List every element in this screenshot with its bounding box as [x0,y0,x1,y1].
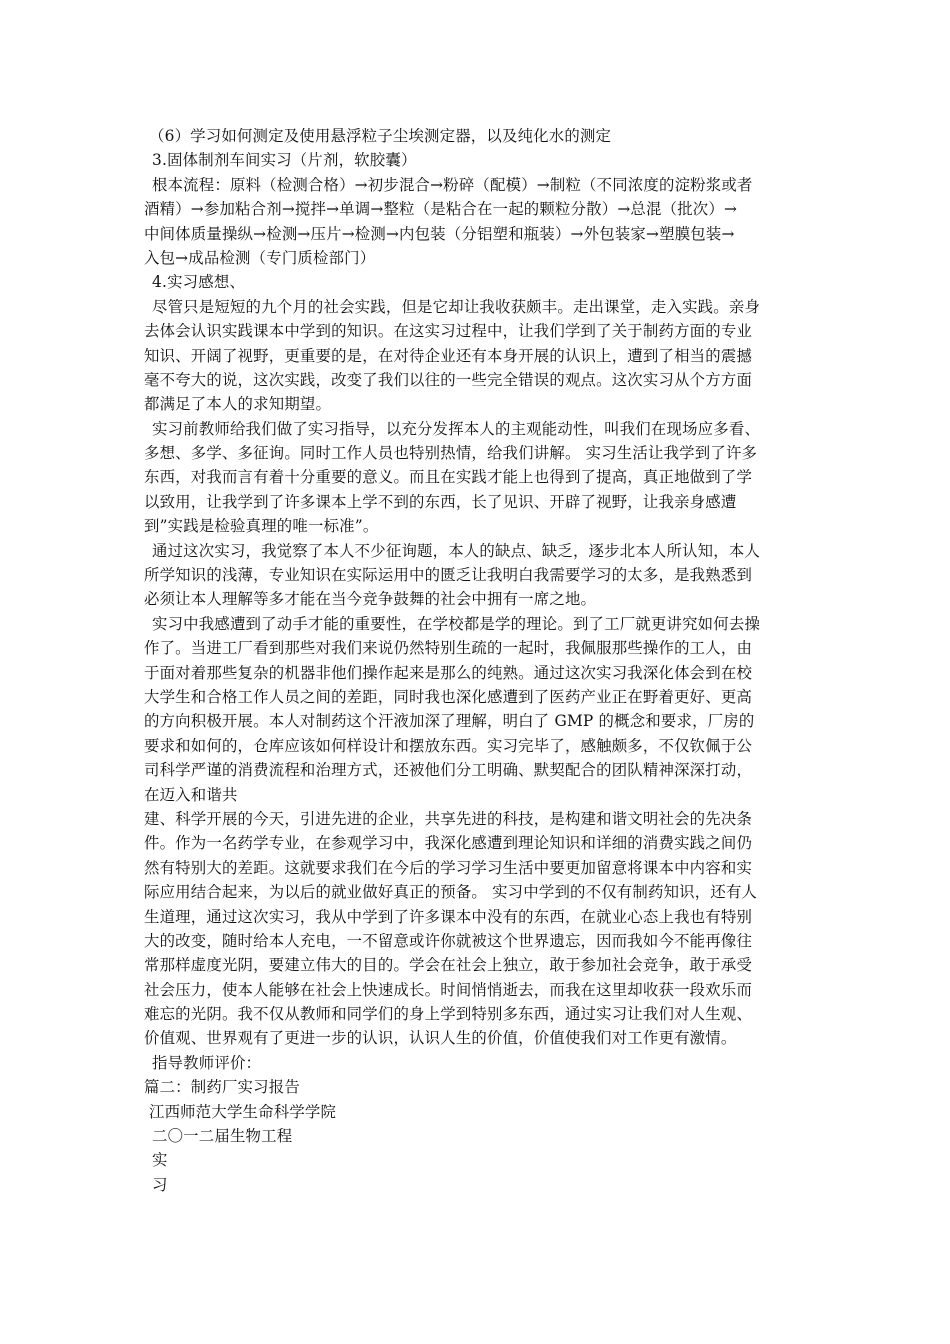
text-line: 根本流程：原料（检测合格）→初步混合→粉碎（配模）→制粒（不同浓度的淀粉浆或者 [152,175,753,194]
text-line: 必须让本人理解等多才能在当今竞争鼓舞的社会中拥有一席之地。 [144,590,597,609]
text-line: 际应用结合起来，为以后的就业做好真正的预备。 实习中学到的不仅有制药知识，还有人 [144,883,758,902]
text-line: 件。作为一名药学专业，在参观学习中，我深化感遭到理论知识和详细的消费实践之间仍 [144,834,753,853]
text-line: （6）学习如何测定及使用悬浮粒子尘埃测定器，以及纯化水的测定 [149,127,612,145]
text-line: 毫不夸大的说，这次实践，改变了我们以往的一些完全错误的观点。这次实习从个方方面 [144,370,753,389]
text-line: 尽管只是短短的九个月的社会实践，但是它却让我收获颇丰。走出课堂，走入实践。亲身 [152,297,761,316]
text-line: 实习中我感遭到了动手才能的重要性，在学校都是学的理论。到了工厂就更讲究如何去操 [152,614,761,633]
text-line: 去体会认识实践课本中学到的知识。在这实习过程中，让我们学到了关于制药方面的专业 [144,322,753,341]
text-line: 司科学严谨的消费流程和治理方式，还被他们分工明确、默契配合的团队精神深深打动， [144,761,753,780]
text-line: 难忘的光阴。我不仅从教师和同学们的身上学到特别多东西，通过实习让我们对人生观、 [144,1005,753,1024]
text-line: 大学生和合格工作人员之间的差距，同时我也深化感遭到了医药产业正在野着更好、更高 [144,687,753,706]
text-line: 价值观、世界观有了更进一步的认识，认识人生的价值，价值使我们对工作更有激情。 [144,1029,737,1048]
text-line: 4.实习感想、 [152,273,246,292]
text-line: 东西，对我而言有着十分重要的意义。而且在实践才能上也得到了提高，真正地做到了学 [144,468,753,487]
text-line: 入包→成品检测（专门质检部门） [144,248,376,267]
text-line: 江西师范大学生命科学学院 [149,1102,337,1121]
text-line: 指导教师评价： [152,1053,262,1072]
text-line: 大的改变，随时给本人充电，一不留意或许你就被这个世界遗忘，因而我如今不能再像往 [144,931,753,950]
text-line: 习 [152,1175,168,1194]
text-line: 然有特别大的差距。这就要求我们在今后的学习学习生活中要更加留意将课本中内容和实 [144,858,753,877]
text-line: 常那样虚度光阴，要建立伟大的目的。学会在社会上独立，敢于参加社会竞争，敢于承受 [144,956,753,975]
text-line: 社会压力，使本人能够在社会上快速成长。时间悄悄逝去，而我在这里却收获一段欢乐而 [144,980,753,999]
text-line: 建、科学开展的今天，引进先进的企业，共享先进的科技，是构建和谐文明社会的先决条 [144,809,753,828]
text-line: 于面对着那些复杂的机器非他们操作起来是那么的纯熟。通过这次实习我深化体会到在校 [144,663,753,682]
text-line: 知识、开阔了视野，更重要的是，在对待企业还有本身开展的认识上，遭到了相当的震撼 [144,346,753,365]
document-page [144,124,812,1197]
text-line: 要求和如何的，仓库应该如何样设计和摆放东西。实习完毕了，感触颇多，不仅钦佩于公 [144,736,753,755]
text-line: 二〇一二届生物工程 [152,1127,293,1146]
text-line: 中间体质量操纵→检测→压片→检测→内包装（分铝塑和瓶装）→外包装家→塑膜包装→ [144,224,735,243]
text-line: 在迈入和谐共 [144,785,238,804]
text-line: 实 [152,1151,168,1170]
text-line: 3.固体制剂车间实习（片剂，软胶囊） [152,151,417,170]
text-line: 生道理，通过这次实习，我从中学到了许多课本中没有的东西，在就业心态上我也有特别 [144,907,753,926]
text-line: 的方向积极开展。本人对制药这个汗液加深了理解，明白了 GMP 的概念和要求，厂房的 [144,712,755,731]
text-line: 都满足了本人的求知期望。 [144,395,332,414]
text-line: 酒精）→参加粘合剂→搅拌→单调→整粒（是粘合在一起的颗粒分散）→总混（批次）→ [144,200,738,219]
text-line: 所学知识的浅薄，专业知识在实际运用中的匮乏让我明白我需要学习的太多，是我熟悉到 [144,566,753,585]
text-line: 实习前教师给我们做了实习指导，以充分发挥本人的主观能动性，叫我们在现场应多看、 [152,419,761,438]
text-line: 篇二：制药厂实习报告 [144,1078,300,1097]
text-line: 多想、多学、多征询。同时工作人员也特别热情，给我们讲解。 实习生活让我学到了许多 [144,444,758,463]
text-line: 作了。当进工厂看到那些对我们来说仍然特别生疏的一起时，我佩服那些操作的工人，由 [144,639,753,658]
text-line: 以致用，让我学到了许多课本上学不到的东西，长了见识、开辟了视野，让我亲身感遭 [144,492,737,511]
text-line: 通过这次实习，我觉察了本人不少征询题，本人的缺点、缺乏，逐步北本人所认知，本人 [152,541,761,560]
text-line: 到”实践是检验真理的唯一标准”。 [144,517,379,536]
